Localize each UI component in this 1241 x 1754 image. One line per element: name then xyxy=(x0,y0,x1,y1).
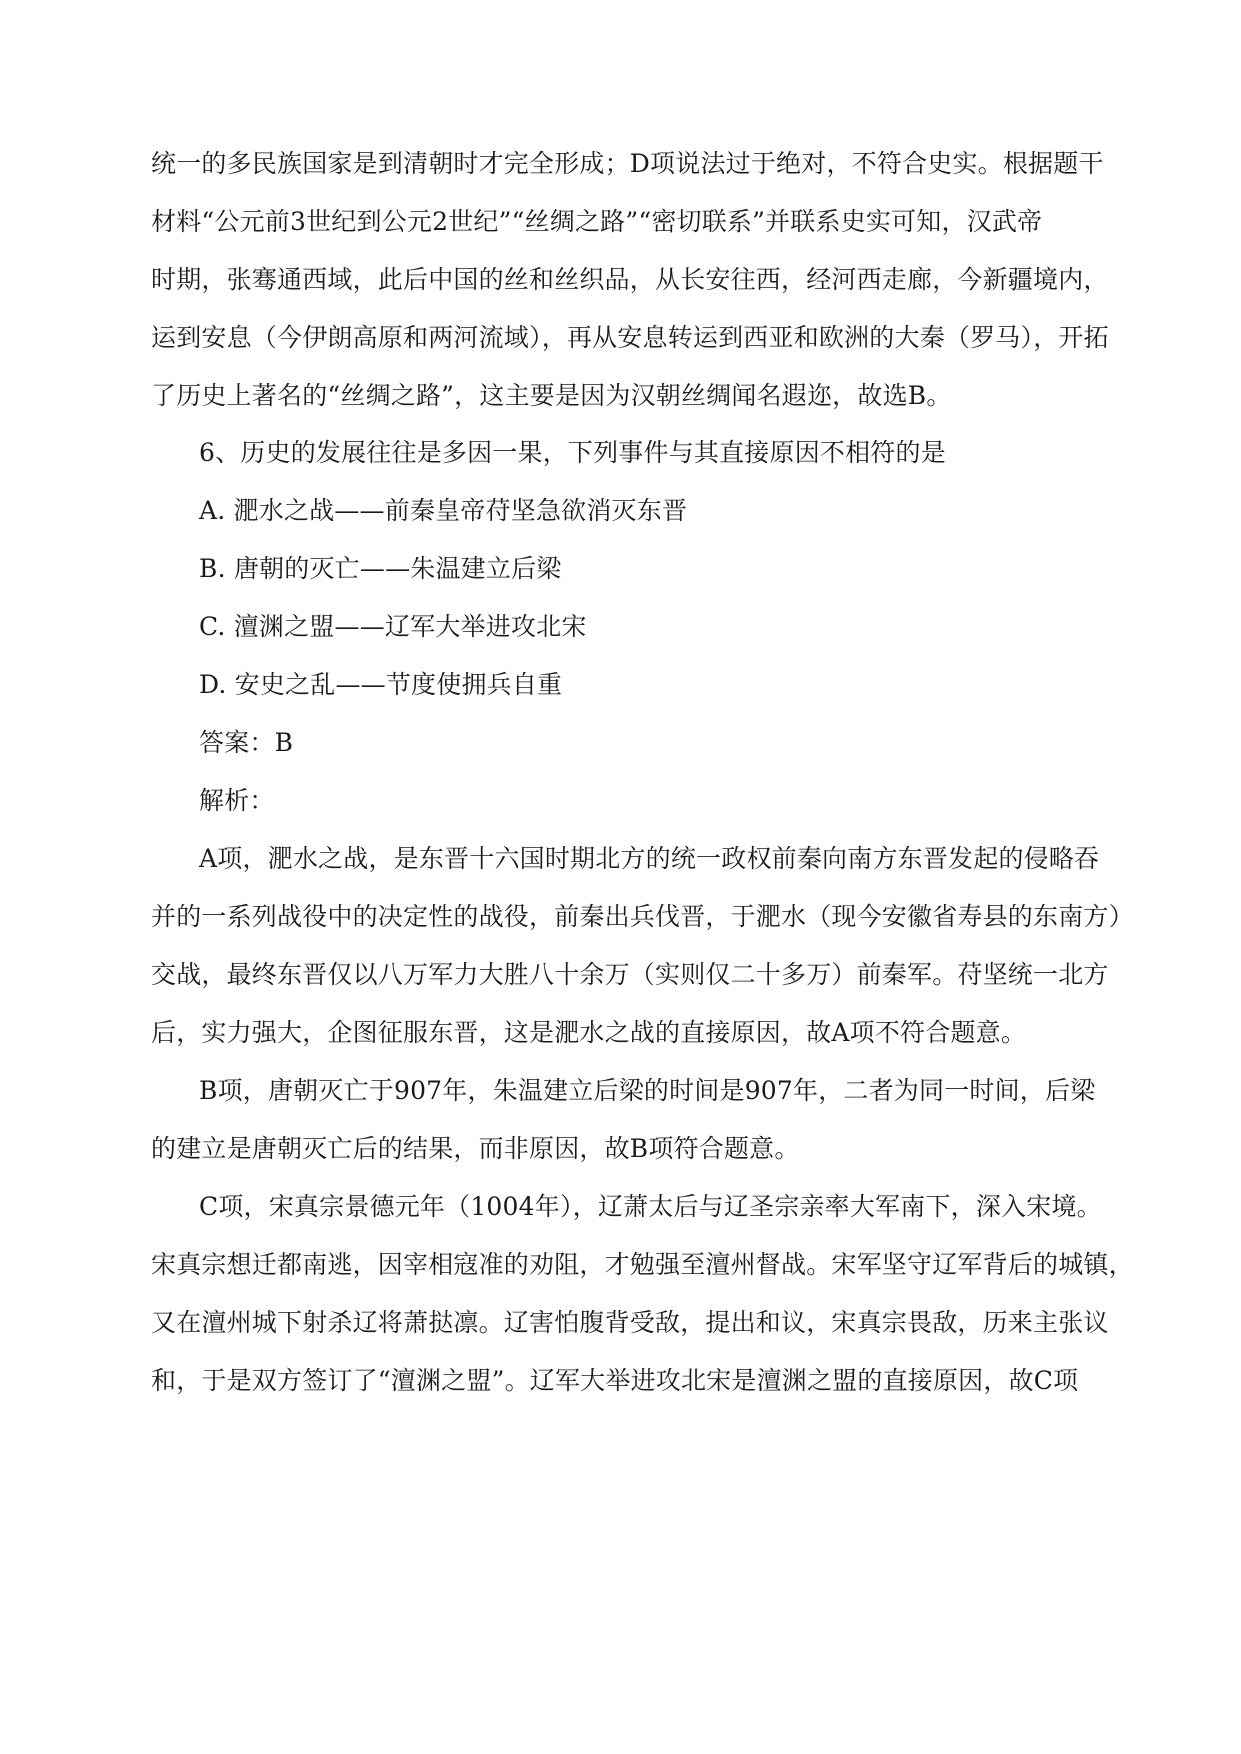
paragraph-line: 材料“公元前3世纪到公元2世纪”“丝绸之路”“密切联系”并联系史实可知，汉武帝 xyxy=(151,207,1043,236)
question-option: B. 唐朝的灭亡——朱温建立后梁 xyxy=(199,554,562,583)
analysis-c-line: 宋真宗想迁都南逃，因宰相寇准的劝阻，才勉强至澶州督战。宋军坚守辽军背后的城镇， xyxy=(151,1250,1134,1279)
paragraph-line: 运到安息（今伊朗高原和两河流域），再从安息转运到西亚和欧洲的大秦（罗马），开拓 xyxy=(151,323,1109,352)
analysis-c-line: C项，宋真宗景德元年（1004年），辽萧太后与辽圣宗亲率大军南下，深入宋境。 xyxy=(199,1192,1102,1221)
analysis-a-line: 交战，最终东晋仅以八万军力大胜八十余万（实则仅二十多万）前秦军。苻坚统一北方 xyxy=(151,960,1109,989)
analysis-b-line: 的建立是唐朝灭亡后的结果，而非原因，故B项符合题意。 xyxy=(151,1134,800,1163)
analysis-b-line: B项，唐朝灭亡于907年，朱温建立后梁的时间是907年，二者为同一时间，后梁 xyxy=(199,1076,1096,1105)
question-option: C. 澶渊之盟——辽军大举进攻北宋 xyxy=(199,612,587,641)
answer-line: 答案：B xyxy=(199,728,294,757)
analysis-c-line: 和，于是双方签订了“澶渊之盟”。辽军大举进攻北宋是澶渊之盟的直接原因，故C项 xyxy=(151,1366,1079,1395)
question-option: D. 安史之乱——节度使拥兵自重 xyxy=(199,670,563,699)
analysis-a-line: 并的一系列战役中的决定性的战役，前秦出兵伐晋，于淝水（现今安徽省寿县的东南方） xyxy=(151,902,1134,931)
question-stem: 6、历史的发展往往是多因一果，下列事件与其直接原因不相符的是 xyxy=(199,438,946,467)
analysis-a-line: 后，实力强大，企图征服东晋，这是淝水之战的直接原因，故A项不符合题意。 xyxy=(151,1018,1027,1047)
question-option: A. 淝水之战——前秦皇帝苻坚急欲消灭东晋 xyxy=(199,496,688,525)
paragraph-line: 了历史上著名的“丝绸之路”，这主要是因为汉朝丝绸闻名遐迩，故选B。 xyxy=(151,381,952,410)
analysis-label: 解析： xyxy=(199,786,275,815)
analysis-a-line: A项，淝水之战，是东晋十六国时期北方的统一政权前秦向南方东晋发起的侵略吞 xyxy=(199,844,1100,873)
analysis-c-line: 又在澶州城下射杀辽将萧挞凛。辽害怕腹背受敌，提出和议，宋真宗畏敌，历来主张议 xyxy=(151,1308,1109,1337)
paragraph-line: 统一的多民族国家是到清朝时才完全形成；D项说法过于绝对，不符合史实。根据题干 xyxy=(151,149,1104,178)
paragraph-line: 时期，张骞通西域，此后中国的丝和丝织品，从长安往西，经河西走廊，今新疆境内， xyxy=(151,265,1109,294)
